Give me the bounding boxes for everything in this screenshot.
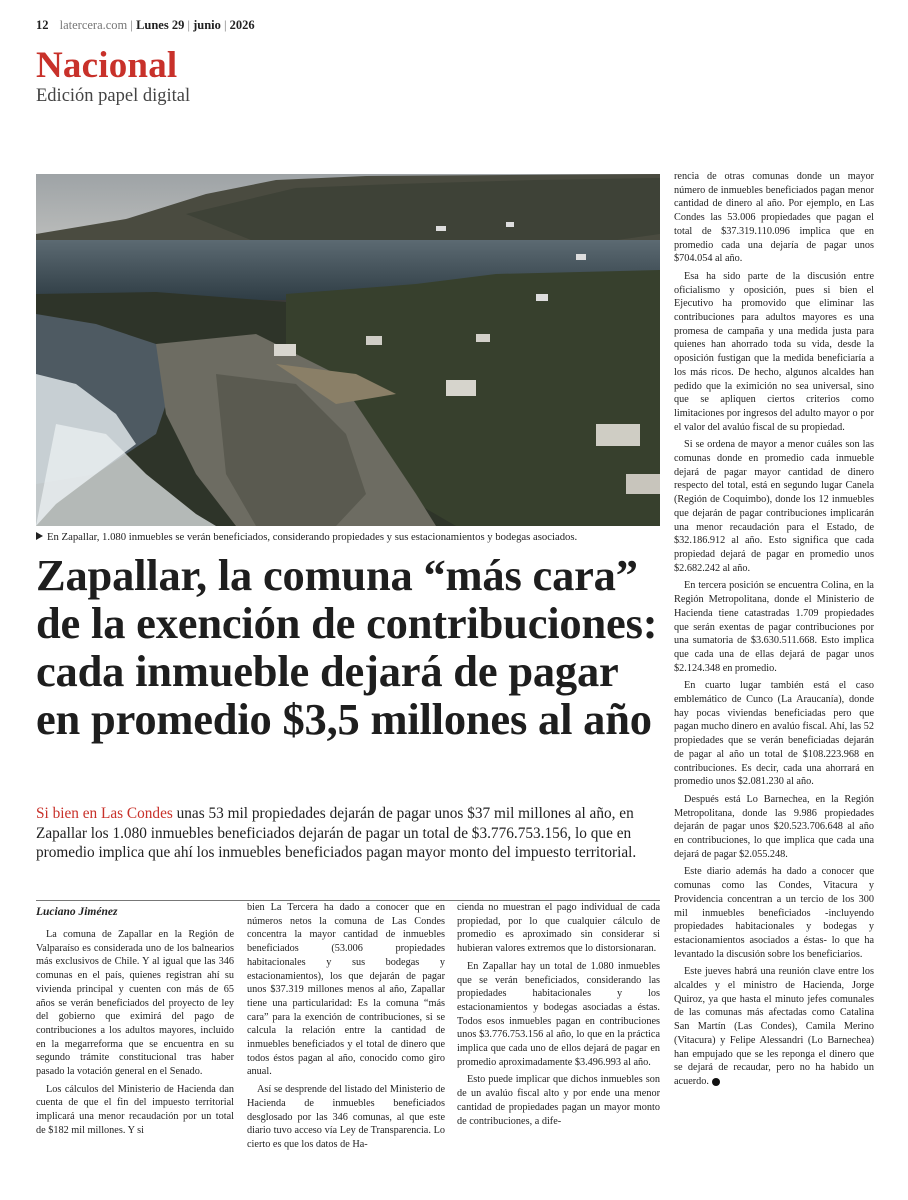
paragraph-final: [674, 965, 874, 1088]
lead-text: unas 53 mil propiedades dejarán de pagar unos $37 mil millones al año, en Zapallar los 1.080 inmuebles beneficiados dejarán de pagar un total de $3.776.753.156, lo que en promedio implica que ahí los inmuebles beneficiados pagan mayor monto del impuesto territorial.: [36, 805, 637, 861]
paragraph: En Zapallar hay un total de 1.080 inmuebles que se verán beneficiados, considerando las propiedades habitacionales y los estacionamientos y bodegas asociadas a éstas. Todos esos inmuebles pagan en contribuciones unos $3.776.753.156 al año, lo que en la práctica implica que cada uno de ellos dejará de pagar en promedio aproximadamente $3.496.993 al año.: [457, 960, 660, 1068]
separator: |: [130, 18, 137, 32]
edition-label: Edición papel digital: [36, 86, 191, 106]
paragraph: Esa ha sido parte de la discusión entre oficialismo y oposición, pues si bien el Ejecutivo ha promovido que eliminar las contribuciones para adultos mayores es una promesa de campaña y una medida justa para quienes han ahorrado toda su vida, desde la oposición fustigan que la medida beneficiaría a los más ricos. De hecho, algunos alcaldes han pedido que la eximición no sea universal, sino que se apliquen ciertos criterios como limitaciones por ingresos del adulto mayor o por el valor del avalúo fiscal de su propiedad.: [674, 270, 874, 433]
paragraph: Si se ordena de mayor a menor cuáles son las comunas donde en promedio cada inmueble dejará de pagar mayor cantidad de dinero respecto del total, está en segundo lugar Canela (Región de Coquimbo), donde los 12 inmuebles que dejarán de pagar contribuciones implicarán una menor recaudación para el Estado, de $32.186.912 al año. Esto significa que cada propiedad dejará de pagar en promedio unos $2.682.242 al año.: [674, 439, 874, 574]
photo-caption: [36, 531, 577, 543]
issue-year: 2026: [229, 18, 255, 32]
issue-date: Lunes 29: [136, 18, 185, 32]
paragraph: rencia de otras comunas donde un mayor número de inmuebles beneficiados pagan menor cantidad de dinero al año. Por ejemplo, en Las Condes las 53.006 propiedades que pagan el total de $37.319.110.096 implica que en promedio cada una dejaría de pagar unos $704.054 al año.: [674, 171, 874, 265]
issue-month: junio: [193, 18, 221, 32]
article-photo: [36, 174, 660, 526]
separator: |: [187, 18, 194, 32]
body-column-2: [247, 901, 445, 1156]
separator: |: [224, 18, 230, 32]
article-headline: Zapallar, la comuna “más cara” de la exención de contribuciones: cada inmueble dejará de pagar en promedio $3,5 millones al año: [36, 550, 658, 744]
triangle-right-icon: [36, 532, 43, 540]
paragraph: Así se desprende del listado del Ministerio de Hacienda de inmuebles beneficiados desglosado por las 346 comunas, al que este diario tuvo acceso vía Ley de Transparencia. Lo cierto es que los datos de Ha-: [247, 1084, 445, 1150]
paragraph: En tercera posición se encuentra Colina, en la Región Metropolitana, donde el Ministerio de Hacienda tiene catastradas 1.709 propiedades que serán exentas de pagar contribuciones por una sumatoria de $3.630.511.668. Esto implica que cada una de ellas dejará de pagar unos $2.124.348 en promedio.: [674, 580, 874, 674]
body-column-4: [674, 170, 874, 1093]
photo-caption-text: En Zapallar, 1.080 inmuebles se verán beneficiados, considerando propiedades y sus estacionamientos y bodegas asociados.: [47, 531, 578, 543]
section-title: Nacional: [36, 45, 178, 86]
page-number: 12: [36, 18, 49, 32]
coastal-aerial-photo: [36, 174, 660, 526]
paragraph: Esto puede implicar que dichos inmuebles son de un avalúo fiscal alto y por ende una menor cantidad de propiedades pagan un mayor monto de contribuciones, a dife-: [457, 1074, 660, 1127]
paragraph: cienda no muestran el pago individual de cada propiedad, por lo que cualquier cálculo de promedio es aproximado sin considerar si hubieran valores extremos que lo distorsionaran.: [457, 902, 660, 955]
article-lead: [36, 804, 660, 863]
body-column-1: [36, 928, 234, 1142]
paragraph: La comuna de Zapallar en la Región de Valparaíso es considerada uno de los balnearios más exclusivos de Chile. Y al igual que las 346 comunas en el país, quienes registran ahí su vivienda principal y cuenten con más de 65 años se verán beneficiados del proyecto de ley del gobierno que eximirá del pago de contribuciones a los adultos mayores, incluido en la megarreforma que se encuentra en su segundo trámite constitucional tras haber pasado la votación general en el Senado.: [36, 929, 234, 1078]
paragraph: bien La Tercera ha dado a conocer que en números netos la comuna de Las Condes concentra la mayor cantidad de inmuebles beneficiados (53.006 propiedades habitacionales y sus bodegas y estacionamientos), los que dejarán de pagar unos $37.319 millones menos al año, Zapallar tiene una particularidad: Es la comuna “más cara” para la exención de contribuciones, si se calcula la relación entre la cantidad de inmuebles beneficiados y el total de dinero que todos éstos pagan al año, conocido como giro anual.: [247, 902, 445, 1078]
paragraph: En cuarto lugar también está el caso emblemático de Cunco (La Araucanía), donde hay pocas viviendas beneficiadas pero que pagan mucho dinero en avalúo fiscal. Ahí, las 52 propiedades que se verán beneficiadas dejarán de pagar al año un total de $108.223.968 en contribuciones. Es decir, cada una ahorrará en promedio unos $2.081.230 al año.: [674, 680, 874, 788]
site-name: latercera.com: [59, 18, 128, 32]
paragraph: Los cálculos del Ministerio de Hacienda dan cuenta de que el fin del impuesto territorial implicará una menor recaudación por un total de $182 mil millones. Y si: [36, 1083, 234, 1136]
body-column-3: [457, 901, 660, 1132]
lead-highlight: Si bien en Las Condes: [36, 805, 173, 822]
end-dot-icon: [712, 1078, 720, 1086]
paragraph-final-text: Este jueves habrá una reunión clave entre los alcaldes y el ministro de Hacienda, Jorge Quiroz, ya que hasta el minuto jefes comunales de las comunas más afectadas como Catalina San Martín (Las Condes), Camila Merino (Vitacura) y Felipe Alessandri (Lo Barnechea) han empujado que se les reponga el dinero que se dejará de recaudar, pero no ha habido un acuerdo.: [674, 966, 874, 1087]
paragraph: Después está Lo Barnechea, en la Región Metropolitana, donde las 9.986 propiedades dejarán de pagar unos $20.523.706.648 al año en contribuciones, lo que implica que cada una dejará de pagar $2.055.248.: [674, 793, 874, 860]
author-byline: Luciano Jiménez: [36, 906, 118, 918]
paragraph: Este diario además ha dado a conocer que comunas como las Condes, Vitacura y Providencia concentran a un tercio de los 300 mil inmuebles beneficiados -incluyendo propiedades habitacionales y bodegas y estacionamientos asociados a éstas- lo que ha levantado la discusión sobre los beneficiarios.: [674, 866, 874, 960]
page-header: [36, 18, 255, 33]
